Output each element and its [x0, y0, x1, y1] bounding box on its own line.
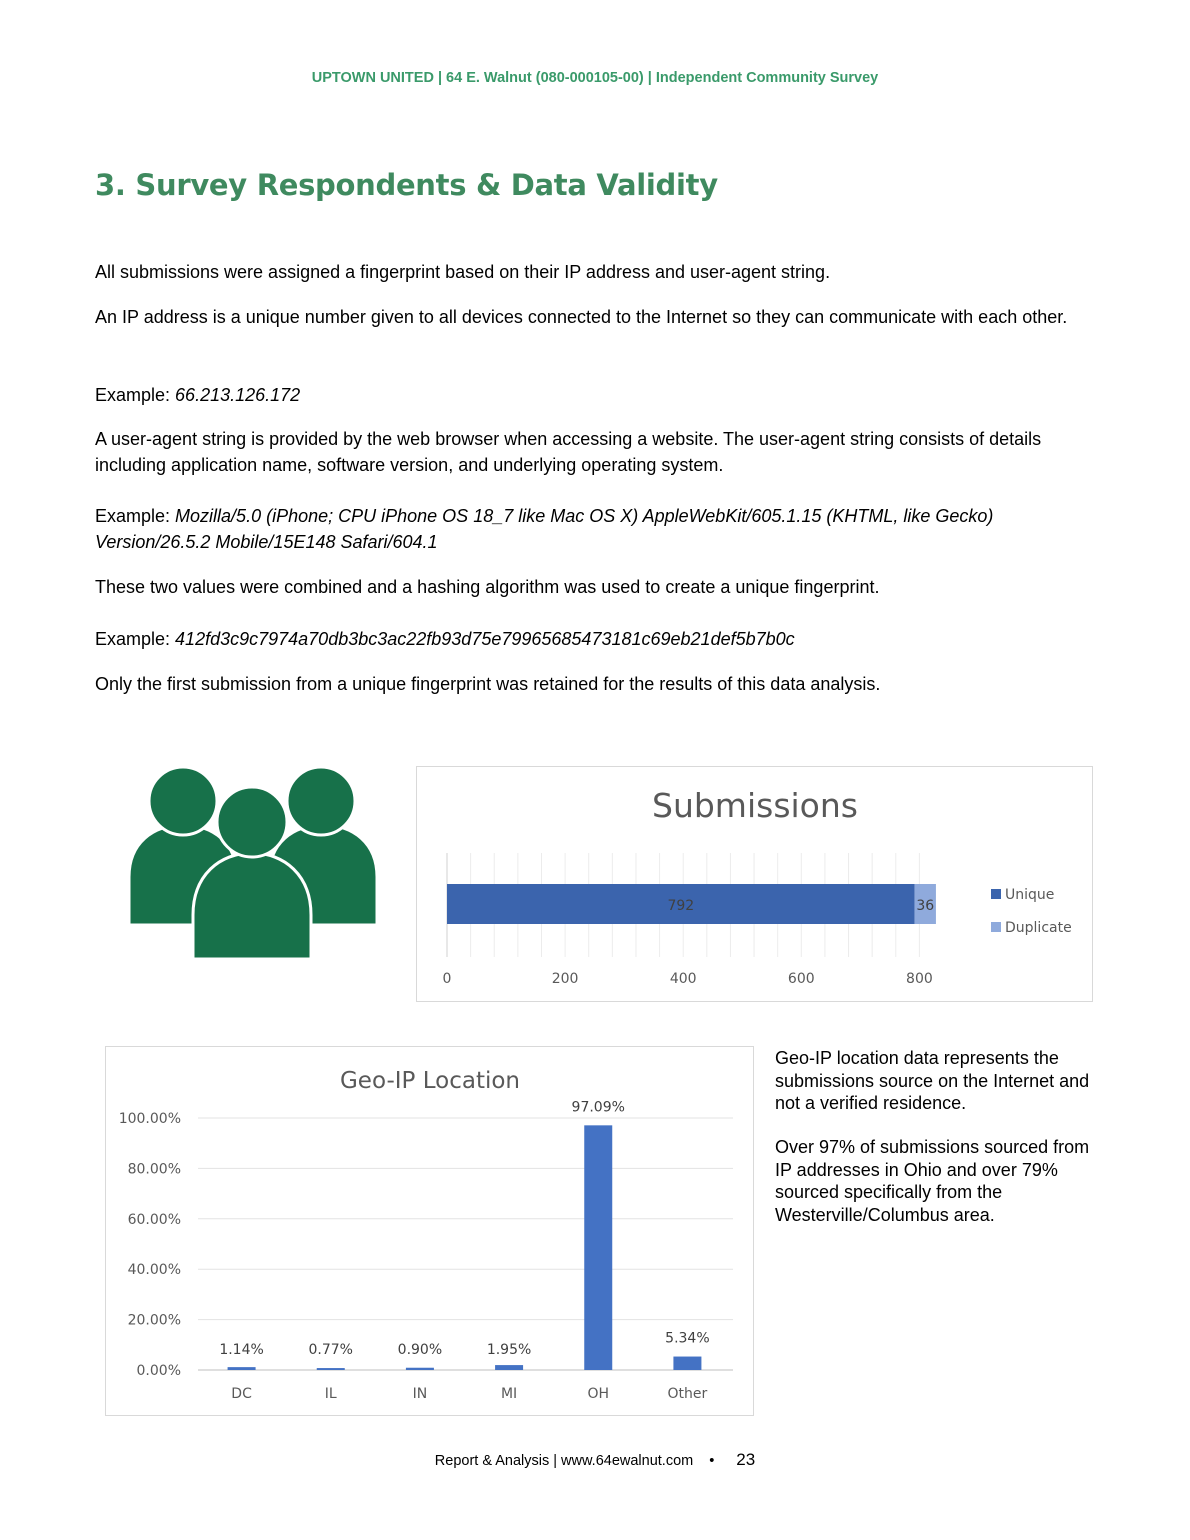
paragraph-user-agent-definition: A user-agent string is provided by the web browser when accessing a website. The user-agent string consists of details including application name, software version, and underlying operating system.: [95, 429, 1042, 475]
y-tick-label: 40.00%: [127, 1262, 181, 1279]
paragraph-ip-example: [95, 382, 1105, 408]
data-label-in: 0.90%: [397, 1342, 443, 1358]
example-label: Example:: [95, 629, 176, 649]
y-tick-label: 60.00%: [127, 1211, 181, 1228]
paragraph-retention: Only the first submission from a unique fingerprint was retained for the results of this data analysis.: [95, 674, 881, 694]
footer-text: Report & Analysis | www.64ewalnut.com: [434, 1453, 694, 1469]
bar-in: [406, 1368, 434, 1370]
page-footer: [0, 1450, 1190, 1470]
legend-label-duplicate: Duplicate: [1005, 920, 1072, 936]
geo-ip-chart-svg: [106, 1047, 753, 1415]
bar-other: [673, 1357, 701, 1370]
example-label: Example:: [95, 385, 176, 405]
paragraph-user-agent-example: [95, 503, 1105, 555]
footer-bullet: •: [709, 1453, 715, 1469]
page-header: UPTOWN UNITED | 64 E. Walnut (080-000105-00) | Independent Community Survey: [311, 70, 879, 86]
data-label-duplicate: 36: [916, 898, 935, 914]
paragraph-hash-example: [95, 626, 1105, 652]
submissions-chart: [416, 766, 1093, 1002]
geo-note-paragraph-2: Over 97% of submissions sourced from IP addresses in Ohio and over 79% sourced specifically from the Westerville/Columbus area.: [775, 1137, 1090, 1225]
x-tick-label: 800: [906, 971, 933, 987]
people-group-icon: [125, 765, 381, 963]
y-tick-label: 80.00%: [127, 1161, 181, 1178]
hash-example-value: 412fd3c9c7974a70db3bc3ac22fb93d75e79965685473181c69eb21def5b7b0c: [175, 629, 795, 649]
x-tick-label: Other: [667, 1386, 708, 1402]
data-label-oh: 97.09%: [571, 1099, 625, 1116]
x-tick-label: 400: [669, 971, 697, 987]
paragraph-fingerprint: All submissions were assigned a fingerprint based on their IP address and user-agent string.: [95, 262, 831, 282]
legend-swatch-duplicate: [991, 922, 1001, 932]
geo-ip-chart-title: Geo-IP Location: [339, 1068, 521, 1094]
data-label-unique: 792: [667, 898, 695, 914]
data-label-dc: 1.14%: [219, 1342, 264, 1358]
x-tick-label: 200: [551, 971, 579, 987]
data-label-other: 5.34%: [665, 1330, 710, 1347]
submissions-chart-svg: [417, 767, 1092, 1001]
x-tick-label: IL: [324, 1386, 337, 1402]
page-number: 23: [736, 1450, 756, 1469]
x-tick-label: OH: [587, 1386, 610, 1402]
bar-il: [317, 1368, 345, 1370]
bar-dc: [228, 1367, 256, 1370]
x-tick-label: DC: [231, 1386, 252, 1402]
section-title: 3. Survey Respondents & Data Validity: [95, 168, 718, 202]
x-tick-label: IN: [412, 1386, 428, 1402]
data-label-mi: 1.95%: [486, 1342, 532, 1358]
y-tick-label: 100.00%: [118, 1111, 181, 1127]
x-tick-label: MI: [500, 1386, 518, 1402]
user-agent-example-value: Mozilla/5.0 (iPhone; CPU iPhone OS 18_7 like Mac OS X) AppleWebKit/605.1.15 (KHTML, like Gecko) Version/26.5.2 Mobile/15E148 Safari/604.1: [95, 506, 994, 552]
x-tick-label: 0: [442, 971, 452, 987]
data-label-il: 0.77%: [308, 1342, 353, 1358]
paragraph-hashing: These two values were combined and a hashing algorithm was used to create a unique fingerprint.: [95, 577, 880, 597]
legend-label-unique: Unique: [1005, 887, 1055, 903]
bar-oh: [584, 1125, 612, 1370]
geo-ip-chart: [105, 1046, 754, 1416]
submissions-chart-title: Submissions: [652, 786, 858, 825]
legend-swatch-unique: [991, 889, 1001, 899]
example-label: Example:: [95, 506, 176, 526]
y-tick-label: 20.00%: [127, 1312, 181, 1329]
x-tick-label: 600: [787, 971, 815, 987]
paragraph-ip-definition: An IP address is a unique number given to all devices connected to the Internet so they can communicate with each other.: [95, 307, 1068, 327]
y-tick-label: 0.00%: [136, 1363, 181, 1379]
ip-example-value: 66.213.126.172: [175, 385, 301, 405]
bar-mi: [495, 1365, 523, 1370]
geo-note-paragraph-1: Geo-IP location data represents the submissions source on the Internet and not a verified residence.: [775, 1048, 1090, 1113]
